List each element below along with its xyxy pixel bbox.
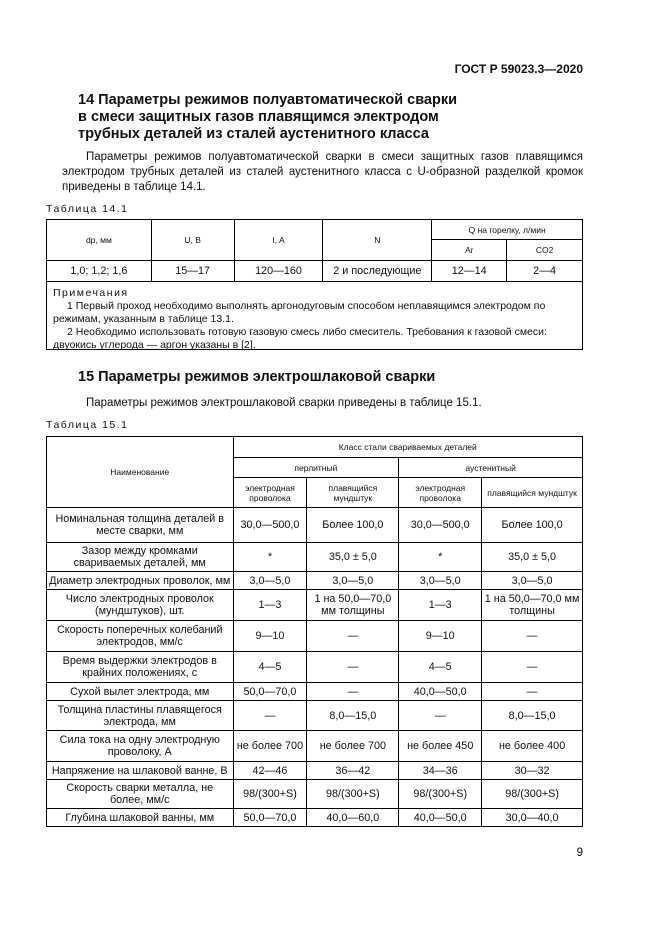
section-14-title-line: в смеси защитных газов плавящимся электродом	[78, 109, 439, 125]
table-cell: 35,0 ± 5,0	[482, 543, 583, 572]
table-cell: 50,0—70,0	[233, 809, 307, 827]
table-cell: 2—4	[507, 261, 583, 282]
header-consumable-tip: плавящийся мундштук	[482, 478, 583, 508]
table-cell: —	[307, 683, 399, 701]
table-cell: 30—32	[482, 762, 583, 780]
table-cell: 15—17	[151, 261, 234, 282]
section-14-title	[78, 92, 457, 143]
parameter-name: Глубина шлаковой ванны, мм	[47, 809, 234, 827]
header-electrode-wire: электродная проволока	[233, 478, 307, 508]
table-cell: 36—42	[307, 762, 399, 780]
table-cell: 1 на 50,0—70,0 мм толщины	[307, 590, 399, 621]
note-item: 1 Первый проход необходимо выполнять аргонодуговым способом неплавящимся электродом по режимам, указанным в таблице 13.1.	[53, 300, 546, 325]
table-cell: 3,0—5,0	[233, 572, 307, 590]
table-cell: —	[482, 652, 583, 683]
table-cell: *	[233, 543, 307, 572]
table-cell: Более 100,0	[307, 508, 399, 543]
table-cell: 40,0—60,0	[307, 809, 399, 827]
table-row	[47, 731, 583, 762]
table-cell: 8,0—15,0	[482, 701, 583, 731]
table-14-1-caption: Таблица 14.1	[46, 203, 129, 215]
table-cell: 1,0; 1,2; 1,6	[47, 261, 152, 282]
table-cell: 12—14	[432, 261, 507, 282]
header-q: Q на горелку, л/мин	[432, 220, 583, 240]
table-cell: 9—10	[399, 621, 482, 652]
table-row	[47, 543, 583, 572]
table-cell: 30,0—40,0	[482, 809, 583, 827]
table-cell: 98/(300+S)	[307, 780, 399, 809]
table-row	[47, 762, 583, 780]
header-ar: Ar	[432, 240, 507, 261]
table-14-1-notes	[46, 282, 583, 350]
header-consumable-tip: плавящийся мундштук	[307, 478, 399, 508]
header-name: Наименование	[47, 437, 234, 508]
header-pearlitic: перлитный	[233, 458, 399, 478]
table-cell: —	[482, 621, 583, 652]
table-cell: 40,0—50,0	[399, 809, 482, 827]
table-cell: 34—36	[399, 762, 482, 780]
parameter-name: Сила тока на одну электродную проволоку, А	[47, 731, 234, 762]
table-cell: —	[307, 621, 399, 652]
table-row	[47, 621, 583, 652]
table-cell: —	[307, 652, 399, 683]
table-14-1	[46, 219, 583, 282]
table-cell: 3,0—5,0	[399, 572, 482, 590]
section-15-paragraph: Параметры режимов электрошлаковой сварки приведены в таблице 15.1.	[86, 397, 482, 409]
table-cell: 120—160	[234, 261, 323, 282]
table-cell: 4—5	[399, 652, 482, 683]
table-row	[47, 780, 583, 809]
section-14-title-line: трубных деталей из сталей аустенитного класса	[78, 126, 429, 142]
table-15-1-caption: Таблица 15.1	[46, 419, 129, 431]
table-cell: 8,0—15,0	[307, 701, 399, 731]
table-cell: *	[399, 543, 482, 572]
section-14-paragraph: Параметры режимов полуавтоматической сварки в смеси защитных газов плавящимся электродом трубных деталей из сталей аустенитного класса с U-образной разделкой кромок приведены в таблице 14.1.	[62, 151, 583, 193]
table-row	[47, 590, 583, 621]
table-cell: 1—3	[233, 590, 307, 621]
table-cell: Более 100,0	[482, 508, 583, 543]
header-u: U, B	[151, 220, 234, 261]
parameter-name: Толщина пластины плавящегося электрода, мм	[47, 701, 234, 731]
header-steel-class: Класс стали свариваемых деталей	[233, 437, 583, 458]
table-cell: 30,0—500,0	[399, 508, 482, 543]
table-cell: 3,0—5,0	[482, 572, 583, 590]
table-row	[47, 701, 583, 731]
standard-code: ГОСТ Р 59023.3—2020	[454, 62, 583, 76]
parameter-name: Скорость поперечных колебаний электродов, мм/с	[47, 621, 234, 652]
parameter-name: Зазор между кромками свариваемых деталей, мм	[47, 543, 234, 572]
table-cell: не более 400	[482, 731, 583, 762]
table-cell: 1 на 50,0—70,0 мм толщины	[482, 590, 583, 621]
page-number: 9	[576, 847, 583, 859]
parameter-name: Число электродных проволок (мундштуков), шт.	[47, 590, 234, 621]
note-item: 2 Необходимо использовать готовую газовую смесь либо смеситель. Требования к газовой смеси: двуокись углерода — аргон указаны в [2].	[53, 326, 547, 351]
table-cell: 50,0—70,0	[233, 683, 307, 701]
header-n: N	[323, 220, 432, 261]
parameter-name: Скорость сварки металла, не более, мм/с	[47, 780, 234, 809]
table-cell: 1—3	[399, 590, 482, 621]
section-15-title: 15 Параметры режимов электрошлаковой сварки	[78, 369, 436, 385]
table-15-1	[46, 436, 583, 827]
parameter-name: Сухой вылет электрода, мм	[47, 683, 234, 701]
table-cell: не более 700	[307, 731, 399, 762]
table-cell: —	[233, 701, 307, 731]
table-cell: 42—46	[233, 762, 307, 780]
section-14-title-line: 14 Параметры режимов полуавтоматической сварки	[78, 92, 458, 108]
parameter-name: Напряжение на шлаковой ванне, В	[47, 762, 234, 780]
header-co2: CO2	[507, 240, 583, 261]
table-cell: 30,0—500,0	[233, 508, 307, 543]
header-i: I, A	[234, 220, 323, 261]
parameter-name: Время выдержки электродов в крайних положениях, с	[47, 652, 234, 683]
table-row	[47, 508, 583, 543]
table-cell: 9—10	[233, 621, 307, 652]
table-row	[47, 652, 583, 683]
table-cell: 4—5	[233, 652, 307, 683]
table-cell: не более 450	[399, 731, 482, 762]
table-row	[47, 261, 583, 282]
header-dp: dp, мм	[47, 220, 152, 261]
header-electrode-wire: электродная проволока	[399, 478, 482, 508]
table-cell: не более 700	[233, 731, 307, 762]
header-austenitic: аустенитный	[399, 458, 583, 478]
table-row	[47, 683, 583, 701]
parameter-name: Номинальная толщина деталей в месте сварки, мм	[47, 508, 234, 543]
table-cell: 3,0—5,0	[307, 572, 399, 590]
table-row	[47, 572, 583, 590]
table-cell: 40,0—50,0	[399, 683, 482, 701]
table-cell: 35,0 ± 5,0	[307, 543, 399, 572]
table-cell: 98/(300+S)	[482, 780, 583, 809]
table-row	[47, 809, 583, 827]
notes-title: Примечания	[53, 287, 129, 299]
table-cell: 98/(300+S)	[233, 780, 307, 809]
table-cell: —	[482, 683, 583, 701]
table-cell: 98/(300+S)	[399, 780, 482, 809]
parameter-name: Диаметр электродных проволок, мм	[47, 572, 234, 590]
table-cell: —	[399, 701, 482, 731]
table-cell: 2 и последующие	[323, 261, 432, 282]
